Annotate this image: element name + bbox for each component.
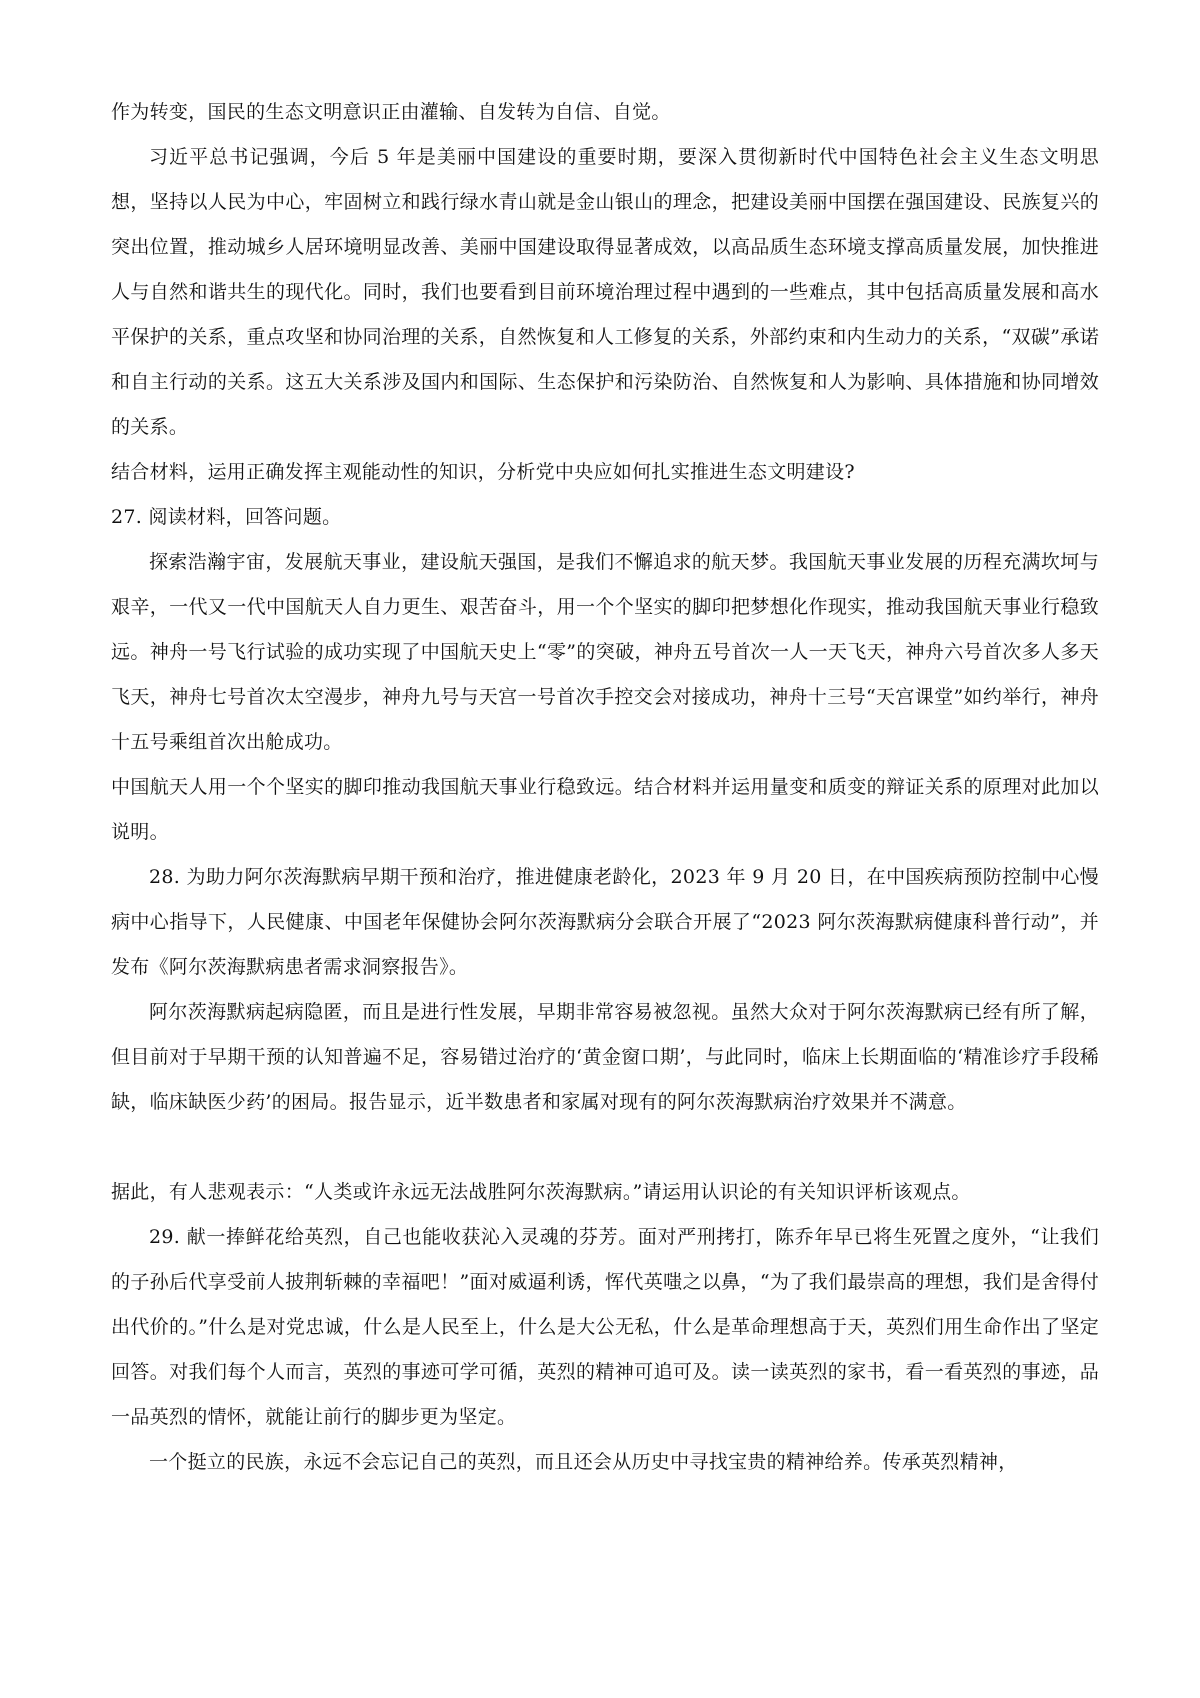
q27-material: 探索浩瀚宇宙，发展航天事业，建设航天强国，是我们不懈追求的航天梦。我国航天事业发展的历程充满坎坷与艰辛，一代又一代中国航天人自力更生、艰苦奋斗，用一个个坚实的脚印把梦想化作现实，推动我国航天事业行稳致远。神舟一号飞行试验的成功实现了中国航天史上“零”的突破，神舟五号首次一人一天飞天，神舟六号首次多人多天飞天，神舟七号首次太空漫步，神舟九号与天宫一号首次手控交会对接成功，神舟十三号“天宫课堂”如约举行，神舟十五号乘组首次出舱成功。: [111, 551, 1099, 753]
q26-question: 结合材料，运用正确发挥主观能动性的知识，分析党中央应如何扎实推进生态文明建设?: [111, 461, 855, 483]
q28-intro: 28. 为助力阿尔茨海默病早期干预和治疗，推进健康老龄化，2023 年 9 月 20 日，在中国疾病预防控制中心慢病中心指导下，人民健康、中国老年保健协会阿尔茨海默病分会联合开展了“2023 阿尔茨海默病健康科普行动”，并发布《阿尔茨海默病患者需求洞察报告》。: [111, 866, 1099, 978]
q27-heading: 27. 阅读材料，回答问题。: [111, 506, 342, 528]
q26-continuation: 作为转变，国民的生态文明意识正由灌输、自发转为自信、自觉。: [111, 101, 671, 123]
q29-intro: 29. 献一捧鲜花给英烈，自己也能收获沁入灵魂的芬芳。面对严刑拷打，陈乔年早已将生死置之度外，“让我们的子孙后代享受前人披荆斩棘的幸福吧！”面对威逼利诱，恽代英嗤之以鼻，“为了我们最崇高的理想，我们是舍得付出代价的。”什么是对党忠诚，什么是人民至上，什么是大公无私，什么是革命理想高于天，英烈们用生命作出了坚定回答。对我们每个人而言，英烈的事迹可学可循，英烈的精神可追可及。读一读英烈的家书，看一看英烈的事迹，品一品英烈的情怀，就能让前行的脚步更为坚定。: [111, 1226, 1099, 1428]
q27-question: 中国航天人用一个个坚实的脚印推动我国航天事业行稳致远。结合材料并运用量变和质变的辩证关系的原理对此加以说明。: [111, 776, 1099, 843]
q26-material: 习近平总书记强调，今后 5 年是美丽中国建设的重要时期，要深入贯彻新时代中国特色社会主义生态文明思想，坚持以人民为中心，牢固树立和践行绿水青山就是金山银山的理念，把建设美丽中国摆在强国建设、民族复兴的突出位置，推动城乡人居环境明显改善、美丽中国建设取得显著成效，以高品质生态环境支撑高质量发展，加快推进人与自然和谐共生的现代化。同时，我们也要看到目前环境治理过程中遇到的一些难点，其中包括高质量发展和高水平保护的关系，重点攻坚和协同治理的关系，自然恢复和人工修复的关系，外部约束和内生动力的关系，“双碳”承诺和自主行动的关系。这五大关系涉及国内和国际、生态保护和污染防治、自然恢复和人为影响、具体措施和协同增效的关系。: [111, 146, 1099, 438]
q28-question: 据此，有人悲观表示：“人类或许永远无法战胜阿尔茨海默病。”请运用认识论的有关知识评析该观点。: [111, 1181, 971, 1203]
q28-material: 阿尔茨海默病起病隐匿，而且是进行性发展，早期非常容易被忽视。虽然大众对于阿尔茨海默病已经有所了解，但目前对于早期干预的认知普遍不足，容易错过治疗的‘黄金窗口期’，与此同时，临床上长期面临的‘精准诊疗手段稀缺，临床缺医少药’的困局。报告显示，近半数患者和家属对现有的阿尔茨海默病治疗效果并不满意。: [111, 1001, 1099, 1113]
q29-material: 一个挺立的民族，永远不会忘记自己的英烈，而且还会从历史中寻找宝贵的精神给养。传承英烈精神，: [149, 1451, 1018, 1473]
